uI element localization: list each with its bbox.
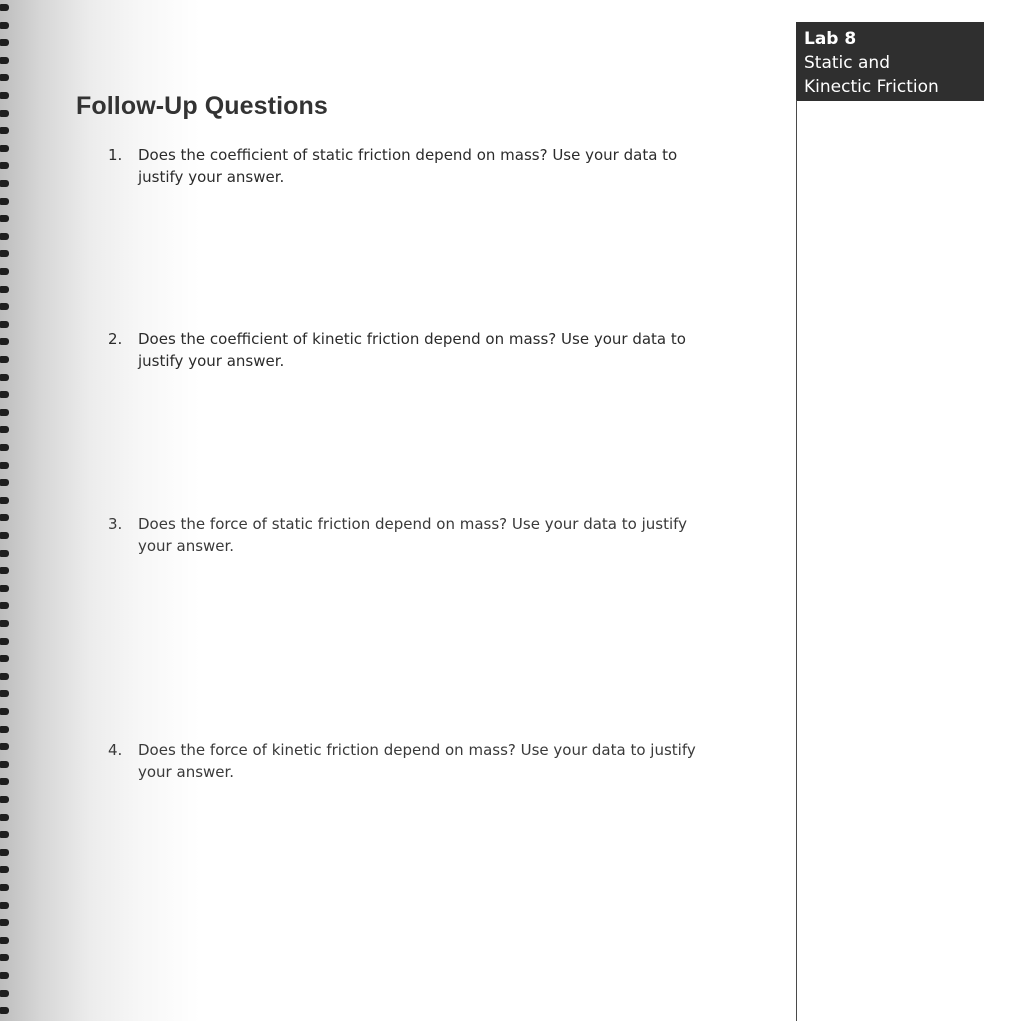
binding-hole [0, 1007, 9, 1014]
margin-rule [796, 100, 797, 1021]
binding-hole [0, 902, 9, 909]
binding-hole [0, 426, 9, 433]
lab-title-line1: Static and [804, 53, 890, 73]
question-text-line2: your answer. [138, 763, 235, 781]
binding-hole [0, 655, 9, 662]
binding-hole [0, 497, 9, 504]
question-number: 2. [108, 330, 123, 348]
binding-hole [0, 110, 9, 117]
question-item [108, 328, 758, 372]
binding-hole [0, 796, 9, 803]
binding-hole [0, 391, 9, 398]
binding-hole [0, 180, 9, 187]
binding-hole [0, 92, 9, 99]
binding-hole [0, 585, 9, 592]
question-text-line1: Does the coefficient of kinetic friction depend on mass? Use your data to [138, 330, 686, 348]
question-number: 3. [108, 515, 123, 533]
binding-hole [0, 356, 9, 363]
spiral-binding [0, 0, 14, 1021]
binding-hole [0, 761, 9, 768]
binding-hole [0, 409, 9, 416]
binding-hole [0, 374, 9, 381]
question-text-line1: Does the force of static friction depend on mass? Use your data to justify [138, 515, 688, 533]
binding-hole [0, 74, 9, 81]
binding-hole [0, 866, 9, 873]
binding-hole [0, 972, 9, 979]
binding-hole [0, 462, 9, 469]
question-number: 1. [108, 146, 123, 164]
binding-hole [0, 814, 9, 821]
binding-hole [0, 286, 9, 293]
question-text-line1: Does the force of kinetic friction depend on mass? Use your data to justify [138, 741, 696, 759]
question-item [108, 144, 758, 188]
binding-hole [0, 550, 9, 557]
question-text-line2: justify your answer. [138, 352, 285, 370]
question-text-line2: your answer. [138, 537, 235, 555]
binding-hole [0, 884, 9, 891]
lab-number: Lab 8 [804, 29, 857, 49]
binding-hole [0, 919, 9, 926]
binding-hole [0, 303, 9, 310]
binding-hole [0, 444, 9, 451]
binding-hole [0, 145, 9, 152]
binding-hole [0, 831, 9, 838]
binding-hole [0, 778, 9, 785]
question-text-line1: Does the coefficient of static friction depend on mass? Use your data to [138, 146, 678, 164]
binding-hole [0, 708, 9, 715]
binding-hole [0, 198, 9, 205]
binding-hole [0, 638, 9, 645]
binding-hole [0, 479, 9, 486]
binding-hole [0, 990, 9, 997]
binding-hole [0, 954, 9, 961]
question-item [108, 513, 758, 557]
binding-hole [0, 338, 9, 345]
binding-hole [0, 849, 9, 856]
binding-hole [0, 567, 9, 574]
binding-hole [0, 673, 9, 680]
question-text-line2: justify your answer. [138, 168, 285, 186]
binding-hole [0, 162, 9, 169]
binding-hole [0, 4, 9, 11]
binding-hole [0, 39, 9, 46]
binding-hole [0, 250, 9, 257]
lab-tab [796, 22, 984, 101]
question-number: 4. [108, 741, 123, 759]
binding-hole [0, 937, 9, 944]
binding-hole [0, 620, 9, 627]
binding-hole [0, 22, 9, 29]
binding-hole [0, 743, 9, 750]
binding-hole [0, 532, 9, 539]
binding-hole [0, 726, 9, 733]
question-item [108, 739, 758, 783]
binding-hole [0, 602, 9, 609]
binding-hole [0, 233, 9, 240]
binding-hole [0, 268, 9, 275]
lab-title-line2: Kinectic Friction [804, 77, 939, 97]
binding-hole [0, 57, 9, 64]
binding-hole [0, 514, 9, 521]
binding-hole [0, 321, 9, 328]
binding-hole [0, 127, 9, 134]
section-heading: Follow-Up Questions [76, 92, 328, 120]
binding-hole [0, 215, 9, 222]
binding-hole [0, 690, 9, 697]
